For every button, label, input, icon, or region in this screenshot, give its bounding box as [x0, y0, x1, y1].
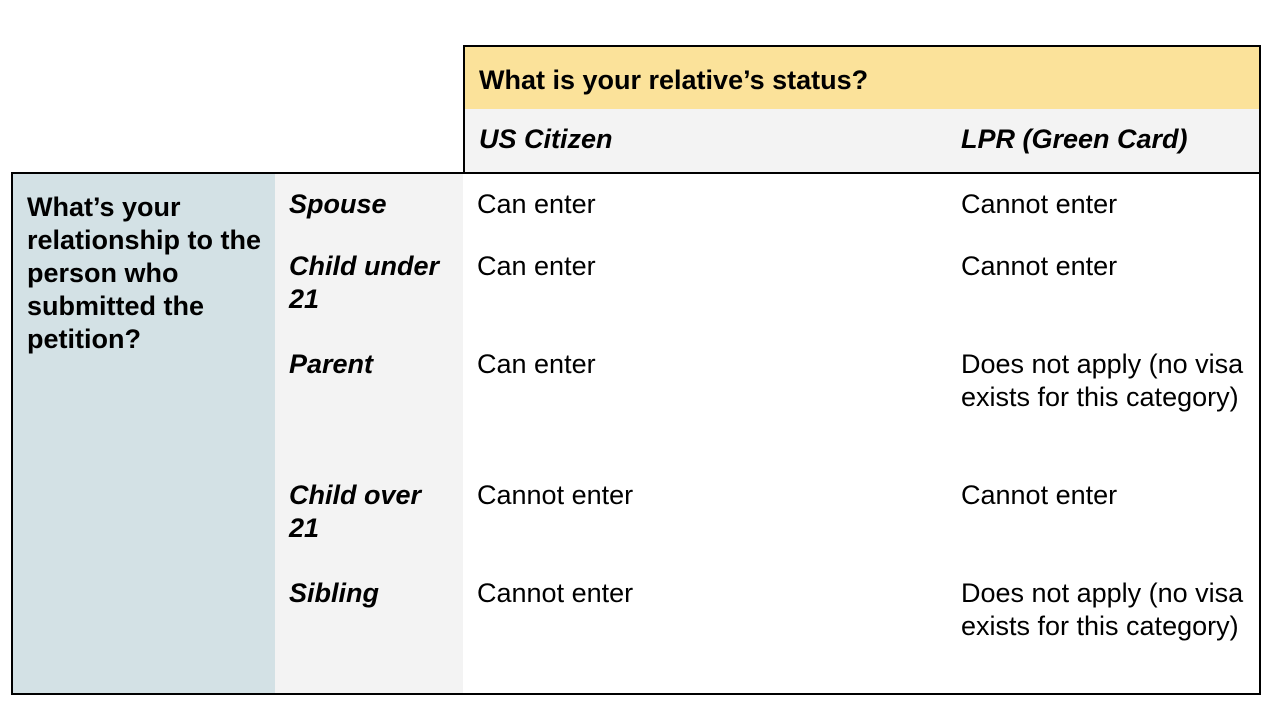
cell-sibling-us-citizen [463, 563, 949, 695]
cell-parent-lpr [947, 334, 1261, 467]
cell-child-over-21-us-citizen [463, 465, 949, 565]
status-header [463, 45, 1261, 111]
cell-value: Cannot enter [961, 251, 1118, 281]
cell-value: Cannot enter [961, 480, 1118, 510]
cell-child-under-21-lpr [947, 236, 1261, 336]
column-header-label: US Citizen [479, 124, 613, 154]
cell-value: Cannot enter [961, 189, 1118, 219]
row-header-child-under-21 [275, 236, 465, 336]
cell-sibling-lpr [947, 563, 1261, 695]
row-header-sibling [275, 563, 465, 695]
row-header-label: Sibling [289, 578, 379, 608]
cell-child-under-21-us-citizen [463, 236, 949, 336]
relationship-question-text: What’s your relationship to the person who submitted the petition? [27, 192, 262, 354]
cell-value: Does not apply (no visa exists for this category) [961, 578, 1244, 641]
cell-value: Cannot enter [477, 578, 634, 608]
status-header-text: What is your relative’s status? [479, 65, 869, 95]
cell-value: Can enter [477, 251, 596, 281]
row-header-spouse [275, 172, 465, 238]
cell-parent-us-citizen [463, 334, 949, 467]
cell-child-over-21-lpr [947, 465, 1261, 565]
cell-value: Can enter [477, 349, 596, 379]
column-header-us-citizen [463, 109, 949, 174]
row-header-label: Child under 21 [289, 251, 439, 314]
cell-value: Does not apply (no visa exists for this category) [961, 349, 1244, 412]
cell-value: Can enter [477, 189, 596, 219]
relationship-question [11, 172, 277, 695]
cell-spouse-lpr [947, 172, 1261, 238]
row-header-label: Spouse [289, 189, 387, 219]
column-header-label: LPR (Green Card) [961, 124, 1188, 154]
row-header-child-over-21 [275, 465, 465, 565]
row-header-label: Child over 21 [289, 480, 422, 543]
cell-value: Cannot enter [477, 480, 634, 510]
cell-spouse-us-citizen [463, 172, 949, 238]
row-header-parent [275, 334, 465, 467]
column-header-lpr [947, 109, 1261, 174]
row-header-label: Parent [289, 349, 374, 379]
